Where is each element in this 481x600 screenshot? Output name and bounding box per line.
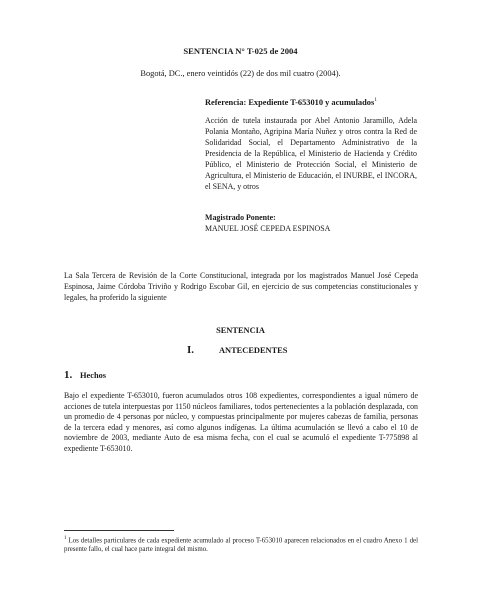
section-title: ANTECEDENTES [219,346,288,355]
reference-label: Referencia: Expediente T-653010 y acumulados [205,97,375,107]
reference-line [205,97,377,107]
footnote [64,534,418,554]
footnote-mark: 1 [64,536,67,541]
place-date: Bogotá, DC., enero veintidós (22) de dos mil cuatro (2004). [140,69,341,78]
document-title: SENTENCIA N° T-025 de 2004 [183,46,298,56]
subsection-number: 1. [64,369,73,381]
accion-paragraph: Acción de tutela instaurada por Abel Antonio Jaramillo, Adela Polania Montaño, Agripina María Nuñez y otros contra la Red de Solidaridad Social, el Departamento Administrativo de la Presidencia de la República, el Ministerio de Hacienda y Crédito Público, el Ministerio de Protección Social, el Ministerio de Agricultura, el Ministerio de Educación, el INURBE, el INCORA, el SENA, y otros [205,116,417,191]
sentencia-heading: SENTENCIA [216,326,265,335]
intro-paragraph: La Sala Tercera de Revisión de la Corte Constitucional, integrada por los magistrados Manuel José Cepeda Espinosa, Jaime Córdoba Triviño y Rodrigo Escobar Gil, en ejercicio de sus competencias constitucionales y legales, ha proferido la siguiente [64,271,418,302]
hechos-paragraph: Bajo el expediente T-653010, fueron acumulados otros 108 expedientes, correspondientes a igual número de acciones de tutela interpuestas por 1150 núcleos familiares, todos pertenecientes a la población desplazada, con un promedio de 4 personas por núcleo, y compuestas principalmente por mujeres cabezas de familia, personas de la tercera edad y menores, así como algunos indígenas. La última acumulación se llevó a cabo el 10 de noviembre de 2003, mediante Auto de esa misma fecha, con el cual se acumuló el expediente T-775898 al expediente T-653010. [64,391,418,453]
magistrado-label: Magistrado Ponente: [205,213,276,222]
footnote-ref-mark[interactable]: 1 [374,97,377,103]
footnote-divider [64,530,174,531]
footnote-text: Los detalles particulares de cada expediente acumulado al proceso T-653010 aparecen relacionados en el cuadro Anexo 1 del presente fallo, el cual hace parte integral del mismo. [64,537,418,554]
subsection-title: Hechos [80,371,107,380]
magistrado-name: MANUEL JOSÉ CEPEDA ESPINOSA [205,224,331,233]
section-number: I. [187,344,195,356]
